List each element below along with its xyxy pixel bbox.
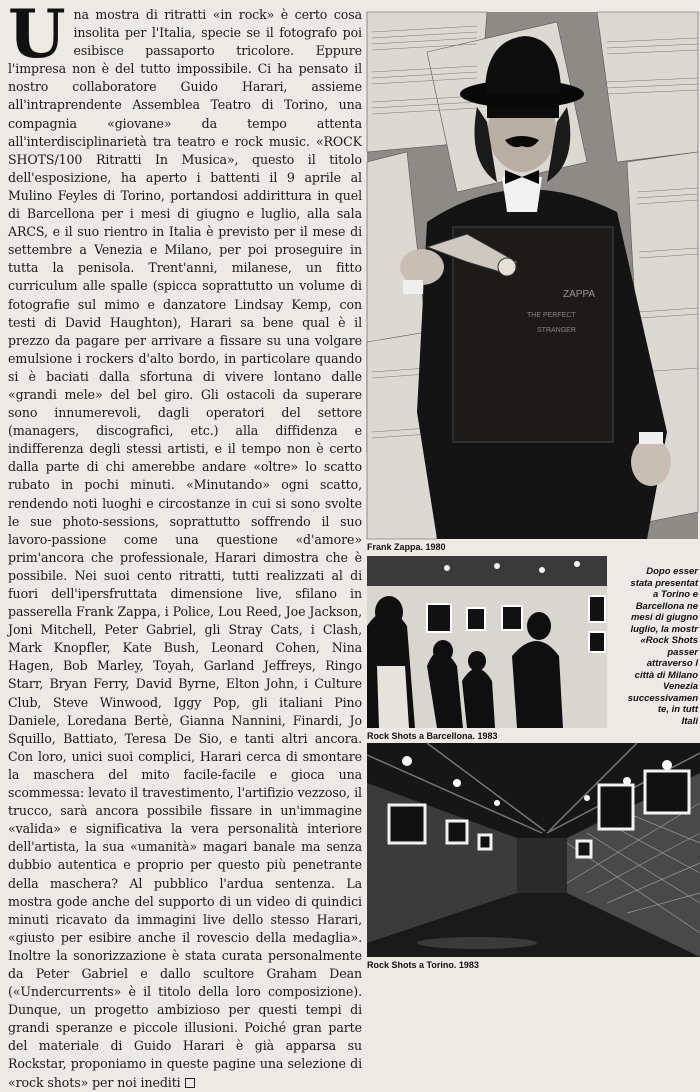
photo-frank-zappa (367, 12, 698, 539)
caption-frank-zappa: Frank Zappa. 1980 (367, 542, 446, 552)
photo-rock-shots-torino (367, 743, 700, 957)
caption-rock-shots-torino: Rock Shots a Torino. 1983 (367, 960, 479, 970)
article-text: na mostra di ritratti «in rock» è certo cosa insolita per l'Italia, specie se il fotografo poi esibisce passaporto tricolore. Eppure l'impresa non è del tutto impossibile. Ci ha pensato il nostro collaboratore Guido Harari, assieme all'intraprendente Assemblea Teatro di Torino, una compagnia «giovane» da tempo attenta all'interdisciplinarietà tra teatro e rock music. «ROCK SHOTS/100 Ritratti In Musica», questo il titolo dell'esposizione, ha aperto i battenti il 9 aprile al Mulino Feyles di Torino, portandosi addirittura in quel di Barcellona per i mesi di giugno e luglio, alla sala ARCS, e il suo rientro in Italia è previsto per il mese di settembre a Venezia e Milano, per poi proseguire in tutta la penisola. Trent'anni, milanese, un fitto curriculum alle spalle (spicca soprattutto un volume di fotografie sul mimo e danzatore Lindsay Kemp, con testi di David Haughton), Harari sa bene qual è il prezzo da pagare per arrivare a fissare su una volgare emulsione i rockers d'alto bordo, in particolare quando si è baciati dalla sfortuna di vivere lontano dalle «grandi mele» del bel giro. Gli ostacoli da superare sono innumerevoli, dagli operatori del settore (managers, discografici, etc.) alla diffidenza e indifferenza degli stessi artisti, e il tempo non è certo dalla parte di chi amerebbe andare «oltre» lo scatto rubato in pochi minuti. «Minutando» ogni scatto, rendendo noti luoghi e circostanze in cui si sono svolte le sue photo-sessions, soprattutto soffrendo il suo lavoro-passione come una questione «d'amore» prim'ancora che professionale, Harari dimostra che è possibile. Nei suoi cento ritratti, tutti realizzati al di fuori dell'ipersfruttata dimensione live, sfilano in passerella Frank Zappa, i Police, Lou Reed, Joe Jackson, Joni Mitchell, Peter Gabriel, gli Stray Cats, i Clash, Mark Knopfler, Kate Bush, Leonard Cohen, Nina Hagen, Bob Marley, Toyah, Garland Jeffreys, Ringo Starr, Bryan Ferry, David Byrne, Elton John, i Culture Club, Steve Winwood, Iggy Pop, gli italiani Pino Daniele, Loredana Bertè, Gianna Nannini, Finardi, Jo Squillo, Battiato, Teresa De Sio, e tanti altri ancora. Con loro, unici suoi complici, Harari cerca di smontare la maschera del mito facile-facile e gioca una scommessa: levato il travestimento, l'artifizio vezzoso, il trucco, sarà ancora possibile fissare in un'immagine «valida» e significativa la vera personalità interiore dell'artista, la sua «umanità» magari banale ma senza dubbio autentica e proprio per questo più penetrante della maschera? Al pubblico l'ardua sentenza. La mostra gode anche del supporto di un video di quindici minuti ricavato da immagini live dello stesso Harari, «giusto per esibire anche il rovescio della medaglia». Inoltre la sonorizzazione è stata curata personalmente da Peter Gabriel e dallo scultore Graham Dean («Undercurrents» è il titolo della loro composizione). Dunque, un progetto ambizioso per questi tempi di grandi speranze e piccole illusioni. Poiché gran parte del materiale di Guido Harari è già apparsa su Rockstar, proponiamo in queste pagine una selezione di «rock shots» per noi inediti (8, 7, 362, 1090)
album-subtitle-1: THE PERFECT (527, 312, 576, 319)
photo-rock-shots-barcellona (367, 556, 607, 728)
side-caption: Dopo esser stata presentat a Torino e Barcellona ne mesi di giugno luglio, la mostr «Rock Shots passer attraverso l città di Milano Venezia successivamen te, in tutt Itali (627, 566, 698, 727)
album-subtitle-2: STRANGER (537, 327, 576, 334)
drop-cap: U (8, 0, 66, 73)
caption-rock-shots-barcellona: Rock Shots a Barcellona. 1983 (367, 731, 498, 741)
album-title: ZAPPA (563, 289, 596, 300)
article-body (8, 0, 362, 1090)
end-mark (185, 1078, 195, 1088)
